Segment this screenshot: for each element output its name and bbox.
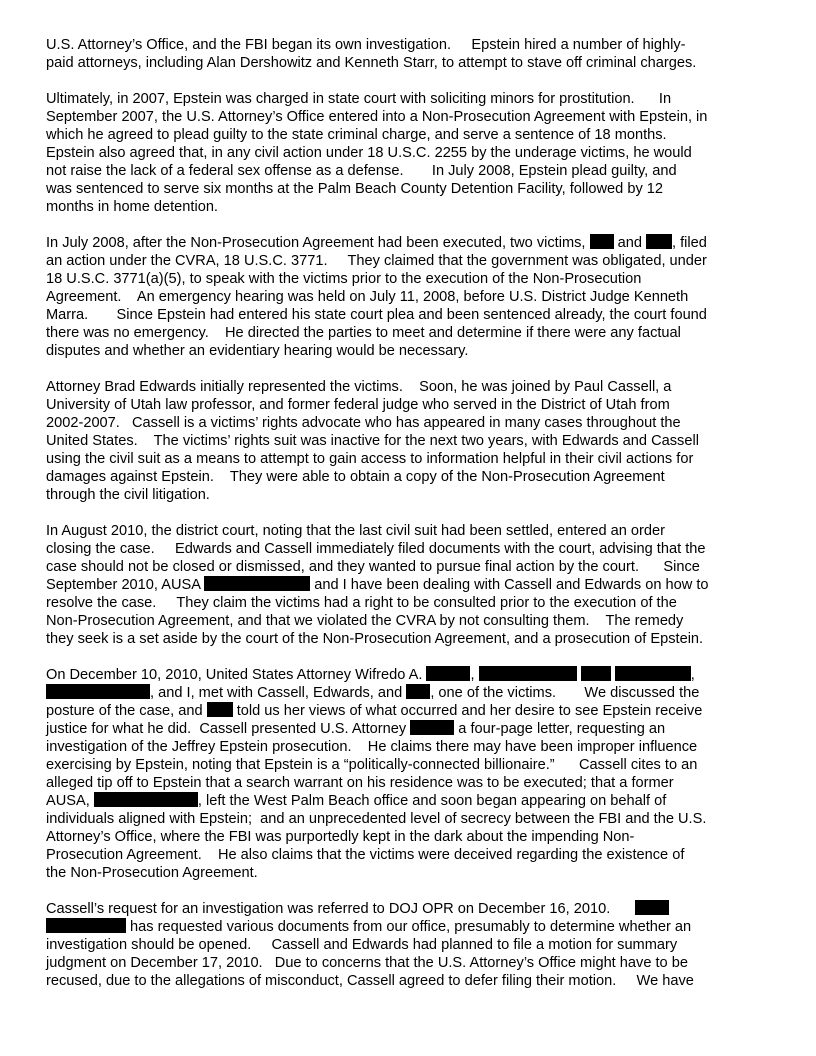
text-segment: individuals aligned with Epstein; and an unprecedented level of secrecy between the FBI and the U.S. <box>46 811 707 827</box>
text-segment: September 2010, AUSA <box>46 577 205 593</box>
redaction-box <box>46 684 150 699</box>
text-line <box>46 432 776 450</box>
redaction-box <box>646 234 672 249</box>
text-segment: justice for what he did. Cassell presented U.S. Attorney <box>46 721 411 737</box>
text-segment: Marra. Since Epstein had entered his state court plea and been sentenced already, the court found <box>46 307 707 323</box>
text-line <box>46 36 776 54</box>
text-line <box>46 918 776 936</box>
redaction-box <box>426 666 470 681</box>
text-segment: , <box>690 667 695 683</box>
text-line <box>46 486 776 504</box>
text-segment: investigation should be opened. Cassell and Edwards had planned to file a motion for summary <box>46 937 678 953</box>
text-line <box>46 630 776 648</box>
text-line <box>46 378 776 396</box>
text-segment: exercising by Epstein, noting that Epstein is a “politically-connected billionaire.” Cassell cites to an <box>46 757 698 773</box>
text-segment: case should not be closed or dismissed, and they wanted to pursue final action by the court. Since <box>46 559 700 575</box>
redaction-box <box>207 702 233 717</box>
redaction-box <box>615 666 691 681</box>
text-segment: , <box>470 667 479 683</box>
text-line <box>46 126 776 144</box>
text-line <box>46 396 776 414</box>
text-segment: resolve the case. They claim the victims had a right to be consulted prior to the execution of the <box>46 595 677 611</box>
text-line <box>46 252 776 270</box>
text-line <box>46 90 776 108</box>
text-line <box>46 594 776 612</box>
text-line <box>46 828 776 846</box>
text-line <box>46 270 776 288</box>
text-line <box>46 342 776 360</box>
text-segment: Agreement. An emergency hearing was held on July 11, 2008, before U.S. District Judge Kenneth <box>46 289 689 305</box>
text-segment: Epstein also agreed that, in any civil action under 18 U.S.C. 2255 by the underage victims, he would <box>46 145 692 161</box>
text-segment: Non-Prosecution Agreement, and that we violated the CVRA by not consulting them. The remedy <box>46 613 684 629</box>
paragraph-p4 <box>46 378 776 504</box>
text-segment: U.S. Attorney’s Office, and the FBI began its own investigation. Epstein hired a number of highly- <box>46 37 686 53</box>
text-line <box>46 936 776 954</box>
text-segment: posture of the case, and <box>46 703 207 719</box>
text-segment: In August 2010, the district court, noting that the last civil suit had been settled, entered an order <box>46 523 665 539</box>
text-line <box>46 738 776 756</box>
text-line <box>46 468 776 486</box>
text-segment: investigation of the Jeffrey Epstein prosecution. He claims there may have been improper influence <box>46 739 698 755</box>
text-segment: damages against Epstein. They were able to obtain a copy of the Non-Prosecution Agreement <box>46 469 665 485</box>
paragraph-p7 <box>46 900 776 990</box>
text-line <box>46 198 776 216</box>
text-line <box>46 774 776 792</box>
text-line <box>46 576 776 594</box>
text-segment: In July 2008, after the Non-Prosecution Agreement had been executed, two victims, <box>46 235 590 251</box>
text-segment: recused, due to the allegations of misconduct, Cassell agreed to defer filing their motion. We have <box>46 973 694 989</box>
text-segment: 18 U.S.C. 3771(a)(5), to speak with the victims prior to the execution of the Non-Prosecution <box>46 271 642 287</box>
text-line <box>46 792 776 810</box>
redaction-box <box>410 720 454 735</box>
paragraph-p3 <box>46 234 776 360</box>
text-line <box>46 144 776 162</box>
paragraph-p6 <box>46 666 776 882</box>
text-segment: told us her views of what occurred and her desire to see Epstein receive <box>232 703 703 719</box>
text-line <box>46 288 776 306</box>
paragraph-p5 <box>46 522 776 648</box>
text-line <box>46 684 776 702</box>
text-line <box>46 234 776 252</box>
text-segment: was sentenced to serve six months at the Palm Beach County Detention Facility, followed by 12 <box>46 181 664 197</box>
text-segment: has requested various documents from our office, presumably to determine whether an <box>126 919 692 935</box>
text-line <box>46 180 776 198</box>
text-segment: University of Utah law professor, and former federal judge who served in the District of Utah from <box>46 397 670 413</box>
text-segment: Ultimately, in 2007, Epstein was charged in state court with soliciting minors for prostitution. In <box>46 91 672 107</box>
redaction-box <box>479 666 577 681</box>
text-segment: a four-page letter, requesting an <box>454 721 666 737</box>
text-segment: , one of the victims. We discussed the <box>430 685 700 701</box>
text-segment: Attorney Brad Edwards initially represented the victims. Soon, he was joined by Paul Cassell, a <box>46 379 672 395</box>
redaction-box <box>94 792 198 807</box>
text-segment: not raise the lack of a federal sex offense as a defense. In July 2008, Epstein plead guilty, and <box>46 163 677 179</box>
text-segment: AUSA, <box>46 793 94 809</box>
text-segment: Attorney’s Office, where the FBI was purportedly kept in the dark about the impending Non- <box>46 829 635 845</box>
text-line <box>46 612 776 630</box>
text-segment: Prosecution Agreement. He also claims that the victims were deceived regarding the existence of <box>46 847 685 863</box>
text-line <box>46 450 776 468</box>
text-segment: alleged tip off to Epstein that a search warrant on his residence was to be executed; that a former <box>46 775 674 791</box>
text-line <box>46 720 776 738</box>
text-segment: 2002-2007. Cassell is a victims’ rights advocate who has appeared in many cases throughout the <box>46 415 681 431</box>
text-segment: the Non-Prosecution Agreement. <box>46 865 258 881</box>
text-line <box>46 54 776 72</box>
text-segment: disputes and whether an evidentiary hearing would be necessary. <box>46 343 469 359</box>
redaction-box <box>46 918 126 933</box>
text-line <box>46 306 776 324</box>
text-segment: an action under the CVRA, 18 U.S.C. 3771. They claimed that the government was obligated, under <box>46 253 707 269</box>
text-line <box>46 108 776 126</box>
text-line <box>46 900 776 918</box>
text-line <box>46 702 776 720</box>
text-line <box>46 522 776 540</box>
text-line <box>46 666 776 684</box>
text-segment: and I have been dealing with Cassell and Edwards on how to <box>310 577 709 593</box>
text-line <box>46 162 776 180</box>
text-line <box>46 810 776 828</box>
text-line <box>46 414 776 432</box>
text-segment: paid attorneys, including Alan Dershowitz and Kenneth Starr, to attempt to stave off criminal charges. <box>46 55 697 71</box>
text-segment: Cassell’s request for an investigation was referred to DOJ OPR on December 16, 2010. <box>46 901 635 917</box>
text-segment: , and I, met with Cassell, Edwards, and <box>150 685 407 701</box>
text-segment: , left the West Palm Beach office and soon began appearing on behalf of <box>197 793 667 809</box>
text-segment: using the civil suit as a means to attempt to gain access to information helpful in their civil actions for <box>46 451 694 467</box>
redaction-box <box>590 234 614 249</box>
text-line <box>46 972 776 990</box>
text-line <box>46 954 776 972</box>
text-segment: September 2007, the U.S. Attorney’s Office entered into a Non-Prosecution Agreement with Epstein, in <box>46 109 708 125</box>
text-segment: closing the case. Edwards and Cassell immediately filed documents with the court, advising that the <box>46 541 706 557</box>
text-segment: United States. The victims’ rights suit was inactive for the next two years, with Edwards and Cassell <box>46 433 699 449</box>
redaction-box <box>204 576 310 591</box>
text-line <box>46 324 776 342</box>
text-segment: they seek is a set aside by the court of the Non-Prosecution Agreement, and a prosecution of Epstein. <box>46 631 704 647</box>
redaction-box <box>581 666 611 681</box>
text-line <box>46 756 776 774</box>
text-line <box>46 864 776 882</box>
text-segment: months in home detention. <box>46 199 218 215</box>
text-line <box>46 558 776 576</box>
text-line <box>46 846 776 864</box>
text-segment: , filed <box>672 235 707 251</box>
document-page <box>46 36 776 1008</box>
redaction-box <box>635 900 669 915</box>
text-segment: through the civil litigation. <box>46 487 210 503</box>
text-segment: judgment on December 17, 2010. Due to concerns that the U.S. Attorney’s Office might have to be <box>46 955 688 971</box>
redaction-box <box>406 684 430 699</box>
paragraph-p1 <box>46 36 776 72</box>
text-line <box>46 540 776 558</box>
text-segment: On December 10, 2010, United States Attorney Wifredo A. <box>46 667 427 683</box>
text-segment: there was no emergency. He directed the parties to meet and determine if there were any factual <box>46 325 681 341</box>
paragraph-p2 <box>46 90 776 216</box>
text-segment: which he agreed to plead guilty to the state criminal charge, and serve a sentence of 18 months. <box>46 127 667 143</box>
text-segment: and <box>613 235 646 251</box>
